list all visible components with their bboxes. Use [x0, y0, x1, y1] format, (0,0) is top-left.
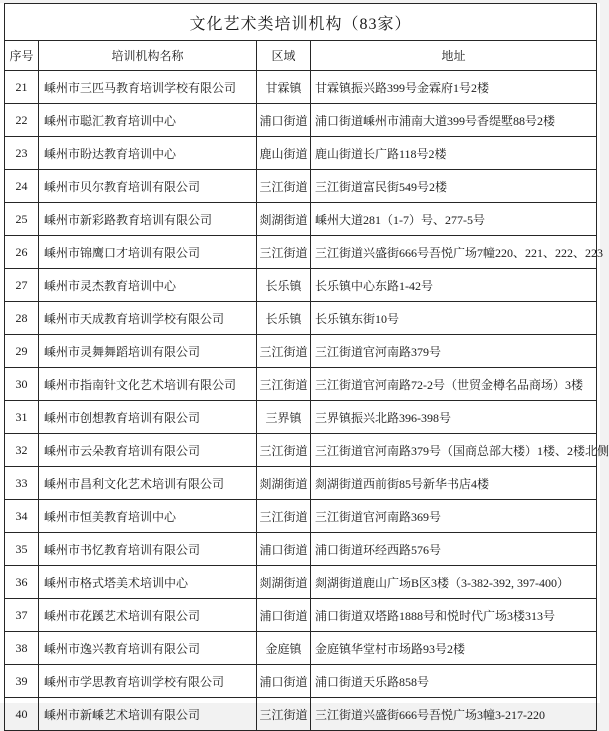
address-cell: 剡湖街道鹿山广场B区3楼（3-382-392, 397-400）	[311, 566, 597, 599]
institution-name-cell: 嵊州市灵舞舞蹈培训有限公司	[39, 335, 257, 368]
address-cell: 三江街道兴盛街666号吾悦广场7幢220、221、222、223	[311, 236, 597, 269]
row-number-cell: 38	[5, 632, 39, 665]
table-row	[5, 533, 597, 566]
address-cell: 三江街道兴盛街666号吾悦广场3幢3-217-220	[311, 698, 597, 731]
table-row	[5, 665, 597, 698]
region-cell: 剡湖街道	[257, 203, 311, 236]
table-row	[5, 698, 597, 731]
address-cell: 金庭镇华堂村市场路93号2楼	[311, 632, 597, 665]
region-cell: 鹿山街道	[257, 137, 311, 170]
region-cell: 金庭镇	[257, 632, 311, 665]
region-cell: 浦口街道	[257, 533, 311, 566]
region-cell: 剡湖街道	[257, 566, 311, 599]
row-number-cell: 23	[5, 137, 39, 170]
institution-name-cell: 嵊州市灵杰教育培训中心	[39, 269, 257, 302]
row-number-cell: 31	[5, 401, 39, 434]
table-row	[5, 137, 597, 170]
address-cell: 三江街道官河南路72-2号（世贸金樽名品商场）3楼	[311, 368, 597, 401]
address-cell: 三江街道官河南路379号	[311, 335, 597, 368]
address-cell: 浦口街道天乐路858号	[311, 665, 597, 698]
row-number-cell: 39	[5, 665, 39, 698]
region-cell: 三江街道	[257, 236, 311, 269]
row-number-cell: 27	[5, 269, 39, 302]
page-title: 文化艺术类培训机构（83家）	[5, 4, 597, 41]
institution-name-cell: 嵊州市创想教育培训有限公司	[39, 401, 257, 434]
institution-name-cell: 嵊州市聪汇教育培训中心	[39, 104, 257, 137]
row-number-cell: 40	[5, 698, 39, 731]
table-row	[5, 599, 597, 632]
row-number-cell: 26	[5, 236, 39, 269]
institution-name-cell: 嵊州市新嵊艺术培训有限公司	[39, 698, 257, 731]
row-number-cell: 30	[5, 368, 39, 401]
region-cell: 三江街道	[257, 368, 311, 401]
address-cell: 三江街道富民街549号2楼	[311, 170, 597, 203]
address-cell: 三江街道官河南路379号（国商总部大楼）1楼、2楼北侧	[311, 434, 597, 467]
institutions-table	[4, 3, 609, 731]
table-row	[5, 566, 597, 599]
title-row	[5, 4, 597, 41]
table-row	[5, 104, 597, 137]
institution-name-cell: 嵊州市恒美教育培训中心	[39, 500, 257, 533]
institution-name-cell: 嵊州市盼达教育培训中心	[39, 137, 257, 170]
institution-name-cell: 嵊州市贝尔教育培训有限公司	[39, 170, 257, 203]
row-number-cell: 24	[5, 170, 39, 203]
address-cell: 长乐镇东街10号	[311, 302, 597, 335]
region-cell: 浦口街道	[257, 104, 311, 137]
region-cell: 浦口街道	[257, 665, 311, 698]
row-number-cell: 35	[5, 533, 39, 566]
address-cell: 鹿山街道长广路118号2楼	[311, 137, 597, 170]
address-cell: 甘霖镇振兴路399号金霖府1号2楼	[311, 71, 597, 104]
row-number-cell: 33	[5, 467, 39, 500]
address-cell: 浦口街道双塔路1888号和悦时代广场3楼313号	[311, 599, 597, 632]
region-cell: 三江街道	[257, 335, 311, 368]
row-number-cell: 32	[5, 434, 39, 467]
address-cell: 嵊州大道281（1-7）号、277-5号	[311, 203, 597, 236]
institution-name-cell: 嵊州市昌利文化艺术培训有限公司	[39, 467, 257, 500]
table-row	[5, 71, 597, 104]
institution-name-cell: 嵊州市锦鹰口才培训有限公司	[39, 236, 257, 269]
institution-name-cell: 嵊州市指南针文化艺术培训有限公司	[39, 368, 257, 401]
institution-name-cell: 嵊州市逸兴教育培训有限公司	[39, 632, 257, 665]
row-number-cell: 25	[5, 203, 39, 236]
header-cell-region: 区域	[257, 41, 311, 71]
institution-name-cell: 嵊州市格式塔美术培训中心	[39, 566, 257, 599]
address-cell: 三江街道官河南路369号	[311, 500, 597, 533]
region-cell: 三界镇	[257, 401, 311, 434]
table-row	[5, 467, 597, 500]
row-number-cell: 22	[5, 104, 39, 137]
table-row	[5, 269, 597, 302]
table-row	[5, 401, 597, 434]
table-row	[5, 302, 597, 335]
region-cell: 三江街道	[257, 698, 311, 731]
address-cell: 浦口街道嵊州市浦南大道399号香缇墅88号2楼	[311, 104, 597, 137]
header-cell-address: 地址	[311, 41, 597, 71]
region-cell: 剡湖街道	[257, 467, 311, 500]
institution-name-cell: 嵊州市三匹马教育培训学校有限公司	[39, 71, 257, 104]
table-row	[5, 335, 597, 368]
institution-name-cell: 嵊州市新彩路教育培训有限公司	[39, 203, 257, 236]
region-cell: 三江街道	[257, 500, 311, 533]
table-row	[5, 203, 597, 236]
address-cell: 长乐镇中心东路1-42号	[311, 269, 597, 302]
address-cell: 剡湖街道西前街85号新华书店4楼	[311, 467, 597, 500]
row-number-cell: 36	[5, 566, 39, 599]
institution-name-cell: 嵊州市天成教育培训学校有限公司	[39, 302, 257, 335]
row-number-cell: 28	[5, 302, 39, 335]
table-row	[5, 236, 597, 269]
address-cell: 三界镇振兴北路396-398号	[311, 401, 597, 434]
institution-name-cell: 嵊州市云朵教育培训有限公司	[39, 434, 257, 467]
table-row	[5, 368, 597, 401]
institution-name-cell: 嵊州市花蹊艺术培训有限公司	[39, 599, 257, 632]
row-number-cell: 37	[5, 599, 39, 632]
header-row	[5, 41, 597, 71]
institution-name-cell: 嵊州市书忆教育培训有限公司	[39, 533, 257, 566]
region-cell: 长乐镇	[257, 269, 311, 302]
region-cell: 浦口街道	[257, 599, 311, 632]
row-number-cell: 34	[5, 500, 39, 533]
header-cell-number: 序号	[5, 41, 39, 71]
table-row	[5, 434, 597, 467]
region-cell: 三江街道	[257, 170, 311, 203]
region-cell: 三江街道	[257, 434, 311, 467]
region-cell: 甘霖镇	[257, 71, 311, 104]
table-row	[5, 170, 597, 203]
page	[0, 3, 609, 722]
address-cell: 浦口街道环经西路576号	[311, 533, 597, 566]
table-row	[5, 500, 597, 533]
region-cell: 长乐镇	[257, 302, 311, 335]
row-number-cell: 21	[5, 71, 39, 104]
header-cell-name: 培训机构名称	[39, 41, 257, 71]
row-number-cell: 29	[5, 335, 39, 368]
table-body	[5, 4, 609, 731]
table-row	[5, 632, 597, 665]
institution-name-cell: 嵊州市学思教育培训学校有限公司	[39, 665, 257, 698]
